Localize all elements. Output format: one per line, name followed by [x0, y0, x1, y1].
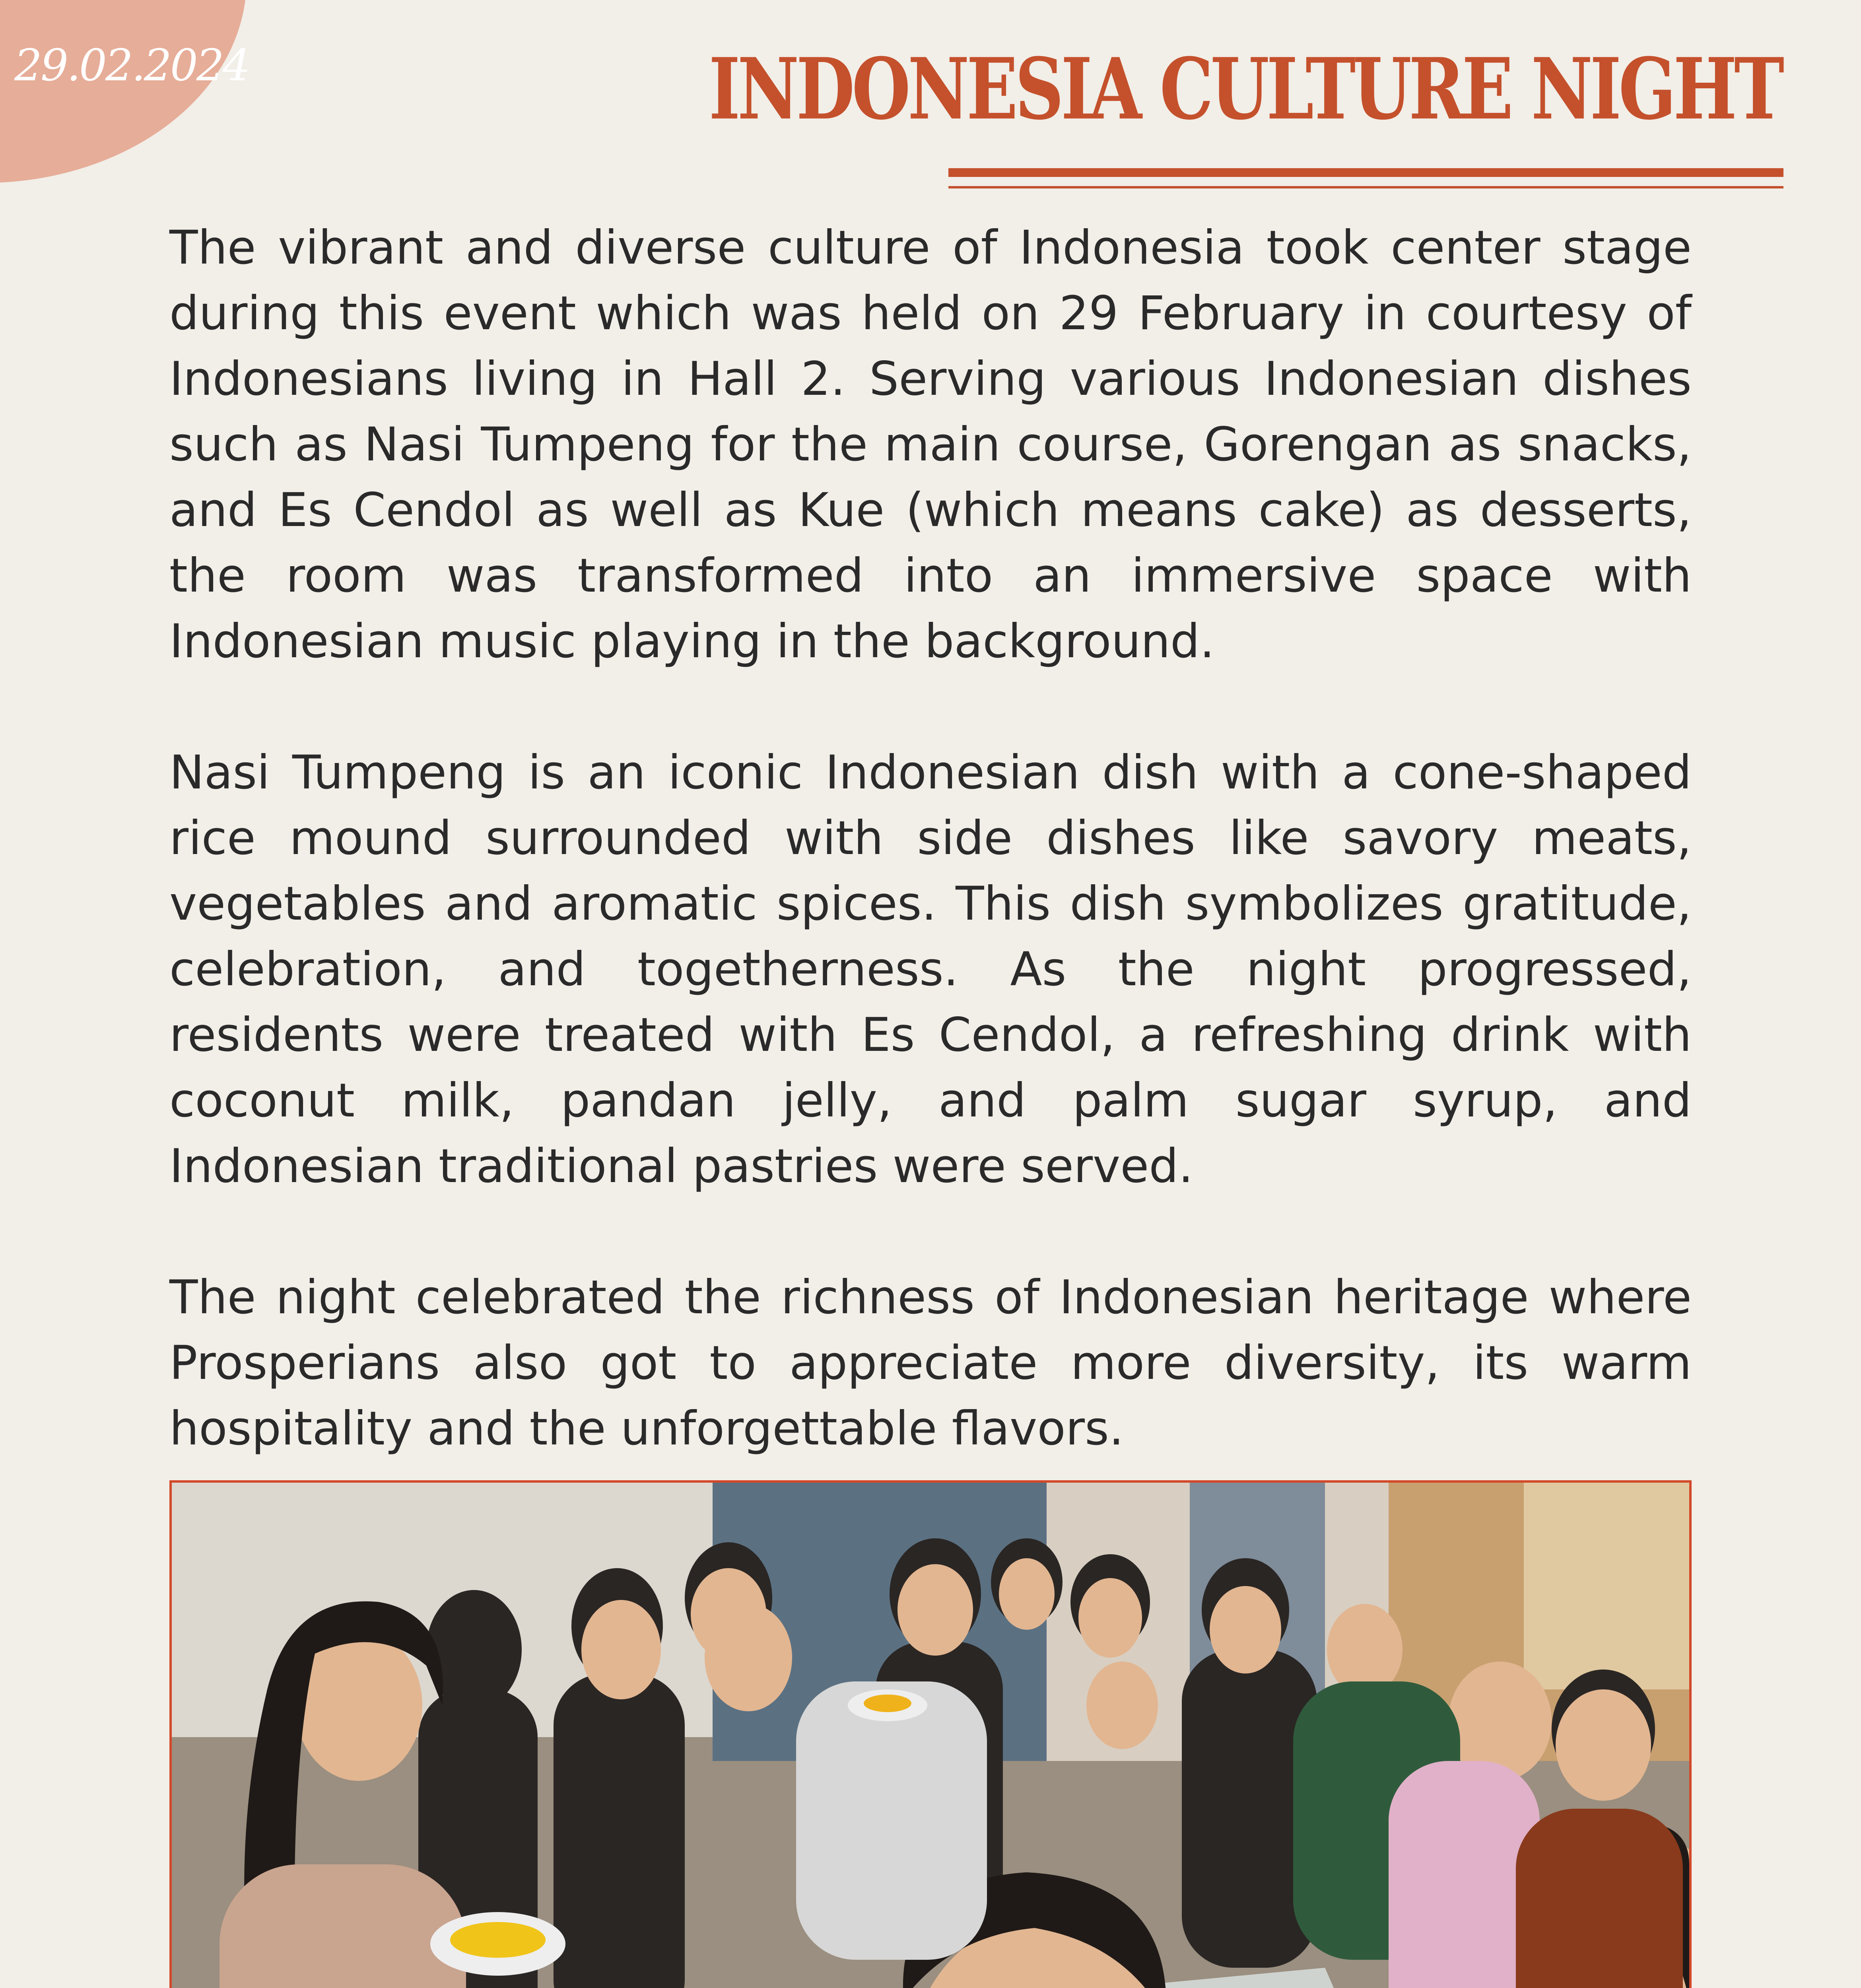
decorative-blob-top-left	[0, 0, 247, 183]
article-paragraph-1: The vibrant and diverse culture of Indonesia took center stage during this event which was held on 29 February in courtesy of Indonesians living in Hall 2. Serving various Indonesian dishes such as Nasi Tumpeng for the main course, Gorengan as snacks, and Es Cendol as well as Kue (which means cake) as desserts, the room was transformed into an immersive space with Indonesian music playing in the background.	[169, 220, 1692, 668]
article-paragraph-2: Nasi Tumpeng is an iconic Indonesian dish with a cone-shaped rice mound surrounded with side dishes like savory meats, vegetables and aromatic spices. This dish symbolizes gratitude, celebration, and togetherness. As the night progressed, residents were treated with Es Cendol, a refreshing drink with coconut milk, pandan jelly, and palm sugar syrup, and Indonesian traditional pastries were served.	[169, 745, 1692, 1193]
title-underline-thick	[948, 168, 1783, 177]
article-paragraph-3: The night celebrated the richness of Indonesian heritage where Prosperians also got to appreciate more diversity, its warm hospitality and the unforgettable flavors.	[169, 1270, 1692, 1456]
event-date: 29.02.2024	[14, 40, 249, 91]
page-title: INDONESIA CULTURE NIGHT	[709, 39, 1781, 138]
event-group-photo	[169, 1480, 1692, 1988]
group-photo-illustration	[172, 1483, 1689, 1988]
article-body	[169, 215, 1692, 1527]
title-underline-thin	[948, 186, 1783, 188]
